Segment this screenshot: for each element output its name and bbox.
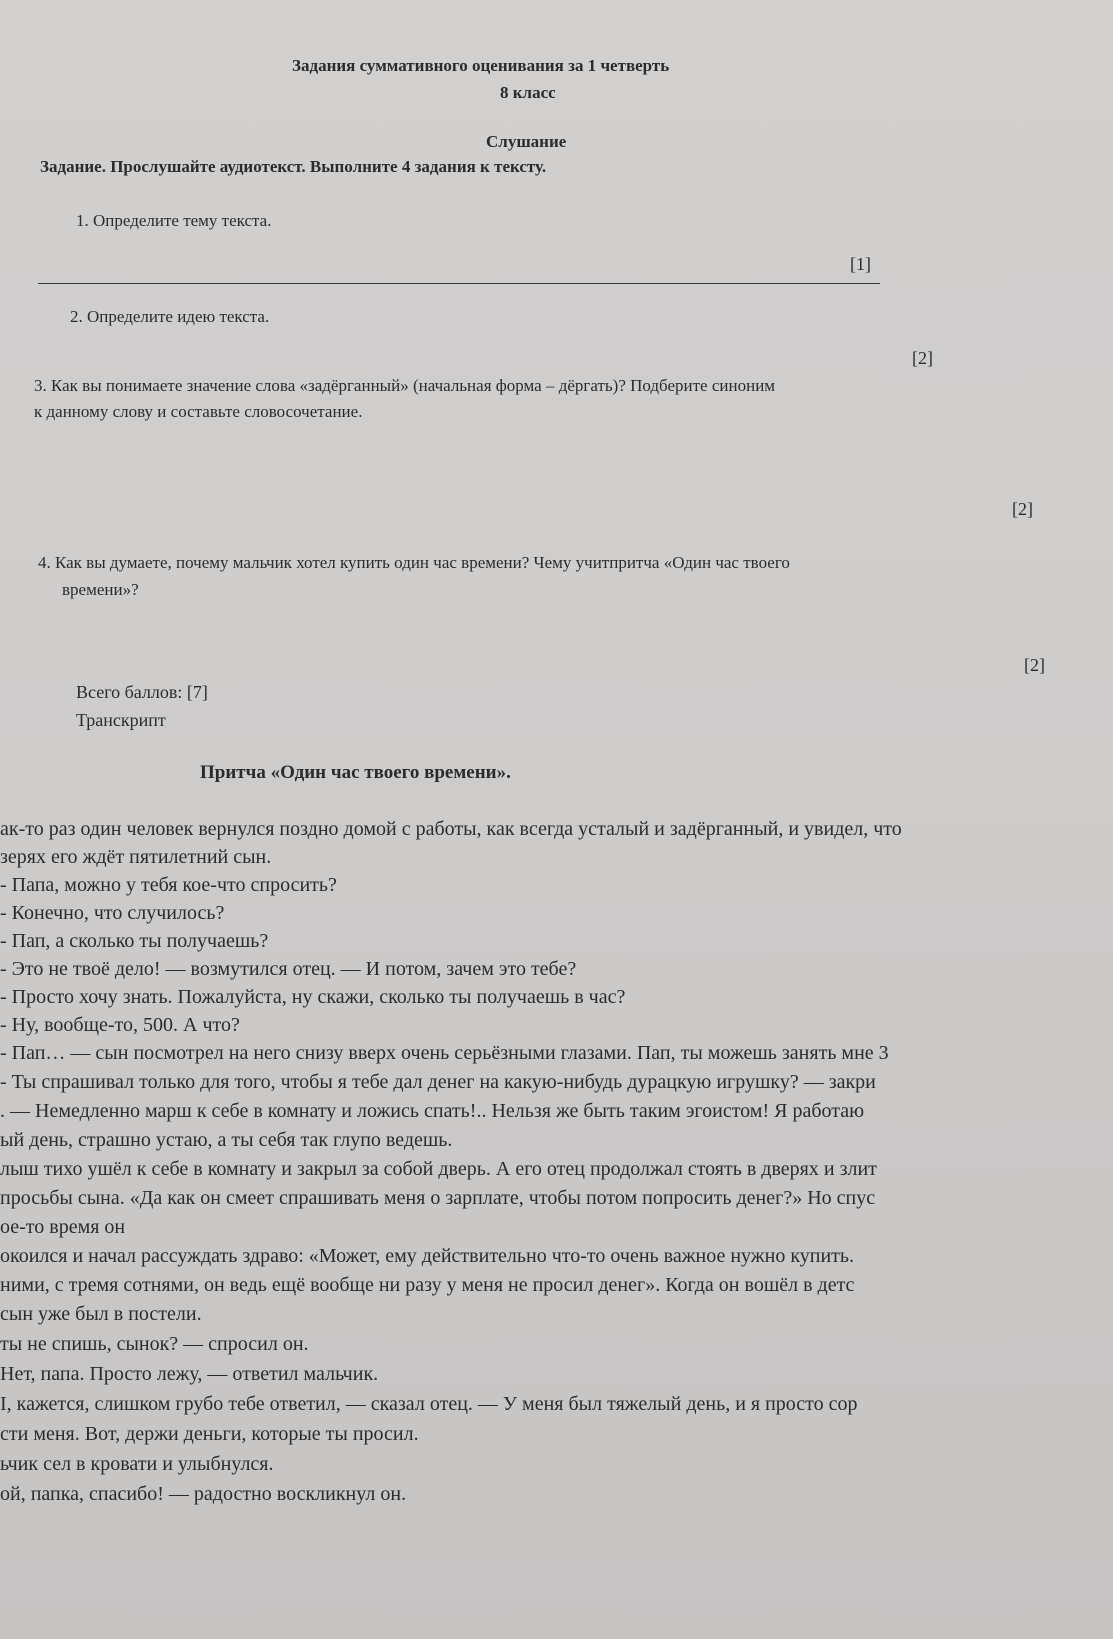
section-title: Слушание bbox=[486, 132, 567, 151]
grade-label: 8 класс bbox=[500, 83, 556, 102]
total-score: Всего баллов: [7] bbox=[76, 682, 208, 702]
transcript-label: Транскрипт bbox=[76, 710, 166, 730]
task-2-text: 2. Определите идею текста. bbox=[70, 307, 270, 326]
transcript-line: - Конечно, что случилось? bbox=[0, 902, 225, 924]
transcript-line: сын уже был в постели. bbox=[0, 1303, 202, 1325]
transcript-line: окоился и начал рассуждать здраво: «Может, ему действительно что-то очень важное нужно купить. bbox=[0, 1245, 855, 1267]
task-instruction: Задание. Прослушайте аудиотекст. Выполните 4 задания к тексту. bbox=[40, 157, 547, 176]
transcript-line: - Ну, вообще-то, 500. А что? bbox=[0, 1014, 240, 1036]
transcript-line: зерях его ждёт пятилетний сын. bbox=[0, 846, 272, 868]
task-2-score: [2] bbox=[912, 348, 933, 368]
transcript-line: . — Немедленно марш к себе в комнату и ложись спать!.. Нельзя же быть таким эгоистом! Я работаю bbox=[0, 1100, 865, 1122]
task-3-score: [2] bbox=[1012, 499, 1033, 519]
transcript-line: ак-то раз один человек вернулся поздно домой с работы, как всегда усталый и задёрганный, и увидел, что bbox=[0, 818, 902, 840]
transcript-line: Нет, папа. Просто лежу, — ответил мальчик. bbox=[0, 1363, 379, 1385]
task-4-text-line1: 4. Как вы думаете, почему мальчик хотел купить один час времени? Чему учитпритча «Один час твоего bbox=[38, 553, 790, 572]
task-1-score: [1] bbox=[850, 254, 871, 274]
transcript-line: сти меня. Вот, держи деньги, которые ты просил. bbox=[0, 1423, 419, 1445]
transcript-line: - Пап… — сын посмотрел на него снизу вверх очень серьёзными глазами. Пап, ты можешь занять мне 3 bbox=[0, 1042, 889, 1064]
task-3-text-line1: 3. Как вы понимаете значение слова «задёрганный» (начальная форма – дёргать)? Подберите синоним bbox=[34, 376, 776, 395]
answer-line bbox=[38, 283, 880, 284]
task-4-text-line2: времени»? bbox=[62, 580, 139, 599]
transcript-line: просьбы сына. «Да как он смеет спрашивать меня о зарплате, чтобы потом попросить денег?» Но спус bbox=[0, 1187, 876, 1209]
transcript-line: лыш тихо ушёл к себе в комнату и закрыл за собой дверь. А его отец продолжал стоять в дверях и злит bbox=[0, 1158, 877, 1180]
worksheet-title: Задания суммативного оценивания за 1 четверть bbox=[292, 56, 670, 75]
task-4-score: [2] bbox=[1024, 655, 1045, 675]
parable-title: Притча «Один час твоего времени». bbox=[200, 762, 511, 783]
transcript-line: - Это не твоё дело! — возмутился отец. — И потом, зачем это тебе? bbox=[0, 958, 577, 980]
transcript-line: ое-то время он bbox=[0, 1216, 126, 1238]
transcript-line: - Папа, можно у тебя кое-что спросить? bbox=[0, 874, 337, 896]
transcript-line: І, кажется, слишком грубо тебе ответил, — сказал отец. — У меня был тяжелый день, и я просто сор bbox=[0, 1393, 858, 1415]
task-1-text: 1. Определите тему текста. bbox=[76, 211, 272, 230]
task-3-text-line2: к данному слову и составьте словосочетание. bbox=[34, 402, 363, 421]
transcript-line: - Пап, а сколько ты получаешь? bbox=[0, 930, 269, 952]
transcript-line: - Ты спрашивал только для того, чтобы я тебе дал денег на какую-нибудь дурацкую игрушку? — закри bbox=[0, 1071, 876, 1093]
transcript-line: ый день, страшно устаю, а ты себя так глупо ведешь. bbox=[0, 1129, 453, 1151]
transcript-line: ьчик сел в кровати и улыбнулся. bbox=[0, 1453, 274, 1475]
transcript-line: ой, папка, спасибо! — радостно воскликнул он. bbox=[0, 1483, 407, 1505]
transcript-line: ты не спишь, сынок? — спросил он. bbox=[0, 1333, 309, 1355]
transcript-line: ними, с тремя сотнями, он ведь ещё вообще ни разу у меня не просил денег». Когда он вошёл в детс bbox=[0, 1274, 855, 1296]
transcript-line: - Просто хочу знать. Пожалуйста, ну скажи, сколько ты получаешь в час? bbox=[0, 986, 626, 1008]
